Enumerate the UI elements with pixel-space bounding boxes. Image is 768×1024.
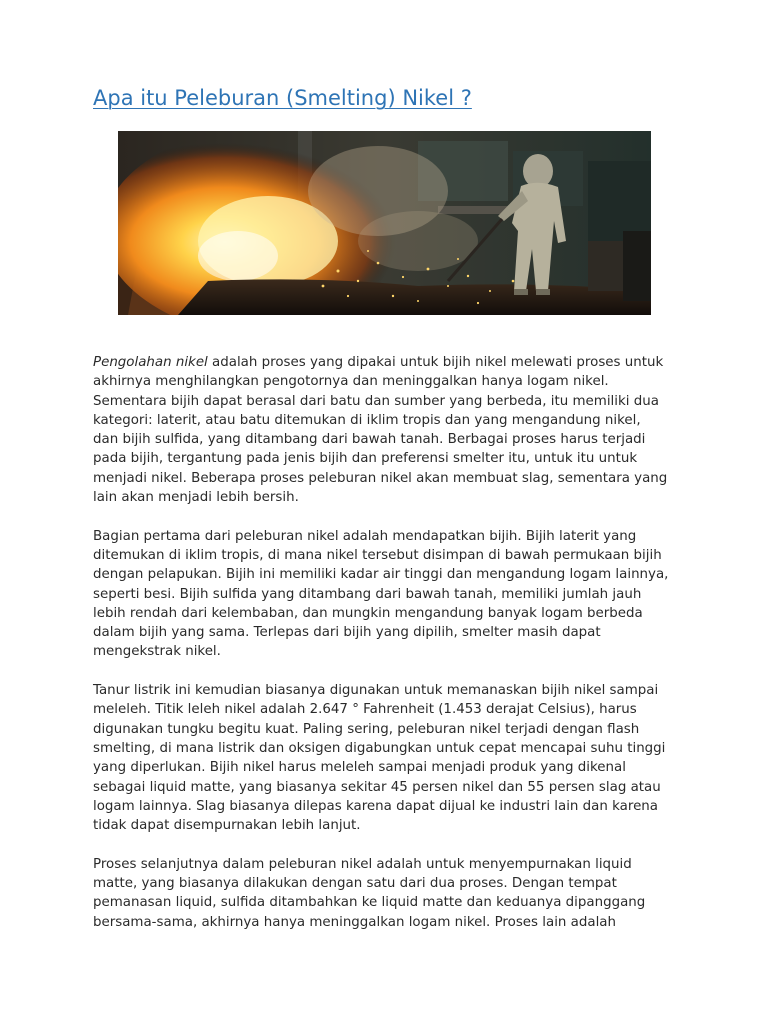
text-line [93,720,693,739]
line-text: meleleh. Titik leleh nikel adalah 2.647 ° Fahrenheit (1.453 derajat Celsius), harus [93,702,637,718]
line-text: menjadi nikel. Beberapa proses peleburan nikel akan membuat slag, sementara yang [93,470,668,486]
line-text: dalam bijih yang sama. Terlepas dari bijih yang dipilih, smelter masih dapat [93,625,601,641]
article-body [93,353,693,951]
text-line [93,546,693,565]
line-text: mengekstrak nikel. [93,644,221,660]
text-line [93,604,693,623]
emphasis-term: Pengolahan nikel [93,355,208,370]
text-line [93,816,693,835]
text-line [93,913,693,932]
line-text: bersama-sama, akhirnya hanya meninggalkan logam nikel. Proses lain adalah [93,914,616,930]
line-text: seperti besi. Bijih sulfida yang ditambang dari bawah tanah, memiliki jumlah jauh [93,586,642,602]
line-text: matte, yang biasanya dilakukan dengan satu dari dua proses. Dengan tempat [93,876,617,892]
text-line [93,430,693,449]
line-text: sebagai liquid matte, yang biasanya sekitar 45 persen nikel dan 55 persen slag atau [93,779,661,795]
text-line [93,739,693,758]
text-line [93,392,693,411]
line-text: ditemukan di iklim tropis, di mana nikel tersebut disimpan di bawah permukaan bijih [93,547,662,563]
text-line [93,623,693,642]
line-text: Tanur listrik ini kemudian biasanya digunakan untuk memanaskan bijih nikel sampai [93,683,659,699]
line-text: lain akan menjadi lebih bersih. [93,490,299,506]
text-line [93,585,693,604]
line-text: lebih rendah dari kelembaban, dan mungkin mengandung banyak logam berbeda [93,605,643,621]
text-line [93,372,693,391]
smelting-photo [118,131,651,315]
line-text: digunakan tungku begitu kuat. Paling sering, peleburan nikel terjadi dengan flash [93,721,640,737]
line-text: dan bijih sulfida, yang ditambang dari bawah tanah. Berbagai proses harus terjadi [93,432,646,448]
line-text: tidak dapat disempurnakan lebih lanjut. [93,818,361,834]
text-line [93,797,693,816]
text-line [93,874,693,893]
text-line [93,527,693,546]
line-text: adalah proses yang dipakai untuk bijih nikel melewati proses untuk [207,355,664,370]
line-text: smelting, di mana listrik dan oksigen digabungkan untuk cepat mencapai suhu tinggi [93,740,666,756]
paragraph-3 [93,681,693,835]
text-line [93,681,693,700]
text-line [93,758,693,777]
line-text: logam lainnya. Slag biasanya dilepas karena dapat dijual ke industri lain dan karena [93,798,658,814]
line-text: kategori: laterit, atau batu ditemukan di iklim tropis dan yang mengandung nikel, [93,412,641,428]
paragraph-4 [93,855,693,932]
line-text: Bagian pertama dari peleburan nikel adalah mendapatkan bijih. Bijih laterit yang [93,528,637,544]
paragraph-1 [93,353,693,507]
text-line [93,469,693,488]
text-line [93,893,693,912]
line-text: pemanasan liquid, sulfida ditambahkan ke liquid matte dan keduanya dipanggang [93,895,646,911]
text-line [93,488,693,507]
text-line [93,855,693,874]
text-line [93,778,693,797]
text-line [93,565,693,584]
line-text: pada bijih, tergantung pada jenis bijih dan preferensi smelter itu, untuk itu untuk [93,451,638,467]
line-text: yang diperlukan. Bijih nikel harus meleleh sampai menjadi produk yang dikenal [93,760,626,776]
text-line [93,642,693,661]
text-line [93,449,693,468]
text-line [93,700,693,719]
line-text: Proses selanjutnya dalam peleburan nikel adalah untuk menyempurnakan liquid [93,856,632,872]
text-line [93,411,693,430]
paragraph-2 [93,527,693,662]
text-line [93,353,693,372]
line-text: dengan pelapukan. Bijih ini memiliki kadar air tinggi dan mengandung logam lainnya, [93,567,669,583]
smelting-photo-illustration [118,131,651,315]
page-title[interactable]: Apa itu Peleburan (Smelting) Nikel ? [93,86,472,110]
line-text: Sementara bijih dapat berasal dari batu dan sumber yang berbeda, itu memiliki dua [93,393,659,409]
line-text: akhirnya menghilangkan pengotornya dan meninggalkan hanya logam nikel. [93,374,609,390]
